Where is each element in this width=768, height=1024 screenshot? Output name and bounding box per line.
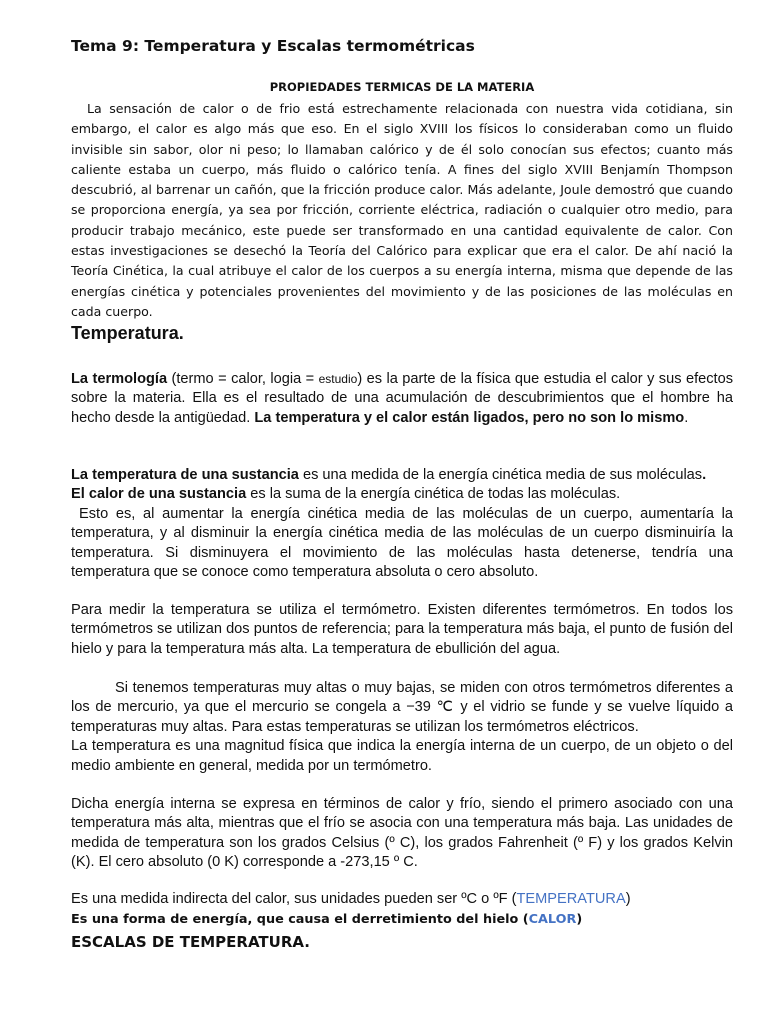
calor-term: El calor de una sustancia — [71, 486, 247, 503]
extremas-paragraph — [71, 679, 733, 776]
heading-temperatura: Temperatura. — [71, 323, 184, 343]
temperatura-definition-end: . — [702, 467, 707, 483]
termologia-term: La termología — [71, 371, 168, 387]
termologia-text: es la parte de la física que estudia el calor y sus efectos sobre la materia. Ella es el resultado de una acumulación de descubrimientos que el hombre ha hecho desde la antigüedad. — [71, 371, 734, 426]
temperatura-definition: es una medida de la energía cinética media de sus moléculas — [298, 467, 703, 483]
energia-text: Dicha energía interna se expresa en términos de calor y frío, siendo el primero asociado con una temperatura más alta, mientras que el frío se asocia con una temperatura más baja. Las unidades de medida de temperatura son los grados Celsius (º C), los grados Fahrenheit (º F) y los grados Kelvin (K). El cero absoluto (0 K) corresponde a -273,15 º C. — [71, 796, 733, 871]
forma-end: ) — [576, 912, 583, 927]
intro-text: La sensación de calor o de frio está estrechamente relacionada con nuestra vida cotidiana, sin embargo, el calor es algo más que eso. En el siglo XVIII los físicos lo consideraban como un fluido invisible sin sabor, olor ni peso; lo llamaban calórico y de él solo conocían sus efectos; cuanto más caliente estaba un cuerpo, más fluido o calórico tenía. A fines del siglo XVIII Benjamín Thompson descubrió, al barrenar un cañón, que la fricción produce calor. Más adelante, Joule demostró que cuando se proporciona energía, ya sea por fricción, corriente eléctrica, radiación o cualquier otro medio, para producir trabajo mecánico, este puede ser transformado en una cantidad equivalente de calor. Con estas investigaciones se desechó la Teoría del Calórico para explicar que era el calor. De ahí nació la Teoría Cinética, la cual atribuye el calor de los cuerpos a su energía interna, misma que depende de las energías cinética y potenciales provenientes del movimiento y de las posiciones de las moléculas en cada cuerpo. — [71, 101, 733, 319]
termologia-paragraph — [71, 370, 733, 428]
termologia-emphasis: La temperatura y el calor están ligados, pero no son lo mismo — [254, 409, 685, 426]
definitions-paragraph — [71, 466, 733, 582]
termologia-end: . — [684, 409, 689, 426]
keyword-calor: CALOR — [528, 912, 577, 927]
medida-text: Es una medida indirecta del calor, sus unidades pueden ser ºC o ºF ( — [71, 891, 517, 907]
medida-line — [71, 890, 733, 909]
temperatura-term: La temperatura de una sustancia — [71, 467, 299, 483]
heading-escalas: ESCALAS DE TEMPERATURA. — [71, 933, 310, 951]
forma-text: Es una forma de energía, que causa el derretimiento del hielo ( — [71, 912, 529, 927]
keyword-temperatura: TEMPERATURA — [516, 891, 626, 907]
medida-end: ) — [625, 891, 631, 907]
calor-definition: es la suma de la energía cinética de todas las moléculas. — [246, 486, 621, 503]
extremas-after: y el vidrio se funde y se vuelve líquido a temperaturas muy altas. Para estas temperaturas se utilizan los termómetros eléctricos. — [71, 699, 733, 735]
energia-paragraph — [71, 795, 733, 873]
termologia-paren-start: (termo = calor, logia = — [167, 371, 319, 387]
mercury-freezing-value: −39 ℃ — [406, 699, 455, 716]
explanation-text: Esto es, al aumentar la energía cinética media de las moléculas de un cuerpo, aumentaría la temperatura, y al disminuir la energía cinética media de las moléculas de un cuerpo disminuiría la temperatura. Si disminuyera el movimiento de las moléculas hasta detenerse, tendría una temperatura que se conoce como temperatura absoluta o cero absoluto. — [71, 505, 733, 581]
extremas-before: Si tenemos temperaturas muy altas o muy bajas, se miden con otros termómetros diferentes a los de mercurio, ya que el mercurio se congela a — [71, 680, 733, 716]
medir-text: Para medir la temperatura se utiliza el termómetro. Existen diferentes termómetros. En todos los termómetros se utilizan dos puntos de referencia; para la temperatura más baja, el punto de fusión del hielo y para la temperatura más alta. La temperatura de ebullición del agua. — [71, 602, 733, 657]
intro-paragraph — [71, 99, 733, 322]
termologia-paren-end: ) — [357, 371, 363, 387]
document-title: Tema 9: Temperatura y Escalas termométricas — [71, 37, 475, 55]
temperatura-magnitud-text: La temperatura es una magnitud física que indica la energía interna de un cuerpo, de un objeto o del medio ambiente en general, medida por un termómetro. — [71, 738, 733, 774]
termologia-paren-word: estudio — [318, 372, 358, 386]
section-title: PROPIEDADES TERMICAS DE LA MATERIA — [269, 80, 535, 94]
medir-paragraph — [71, 601, 733, 659]
forma-line — [71, 912, 582, 927]
